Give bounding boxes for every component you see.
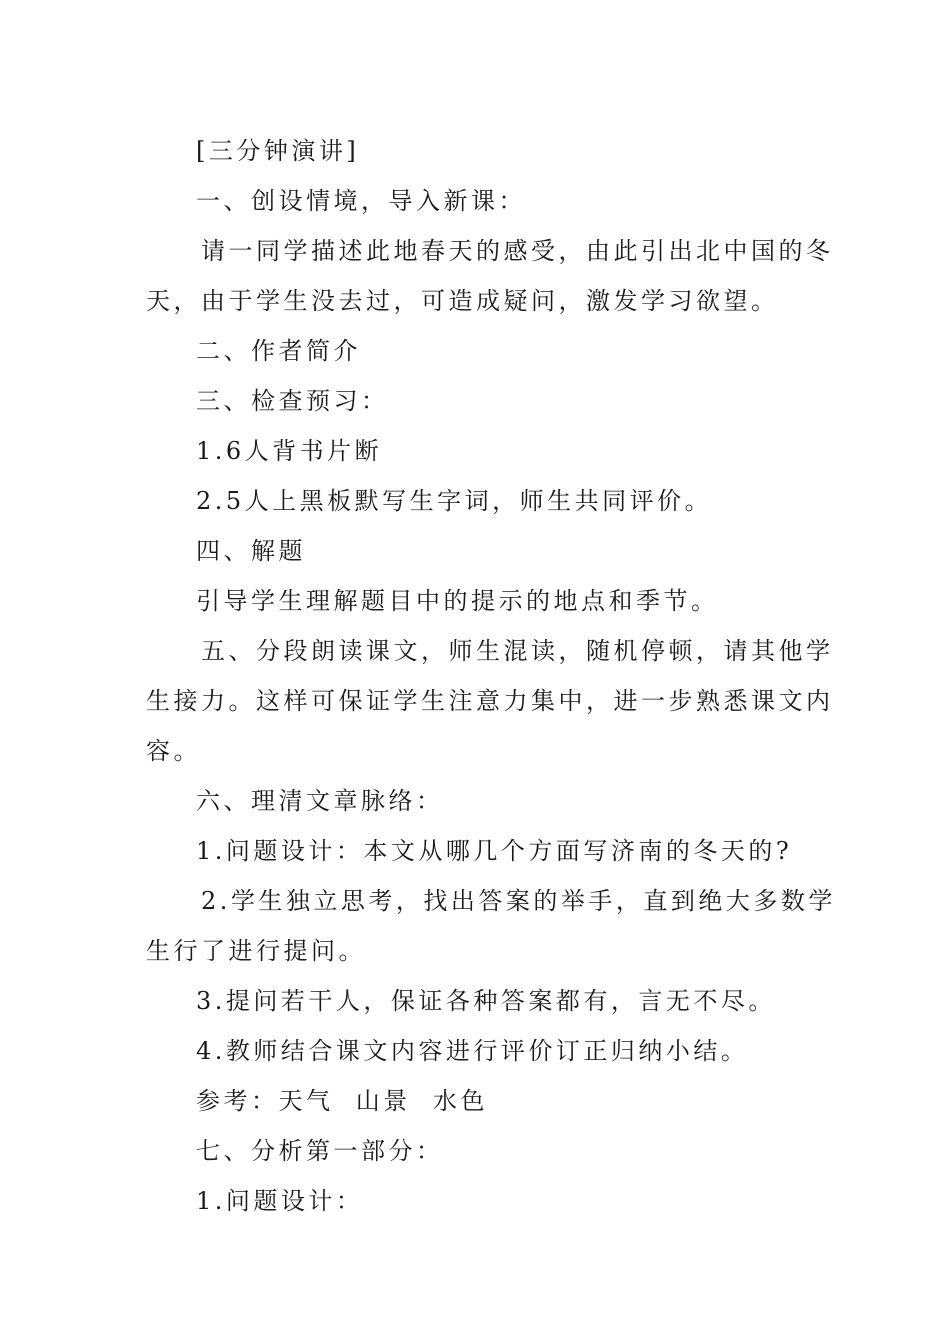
list-item: 1.问题设计：本文从哪几个方面写济南的冬天的? xyxy=(196,837,793,865)
paragraph-line: 生行了进行提问。 xyxy=(146,937,366,965)
section-heading-analysis: 七、分析第一部分： xyxy=(196,1137,444,1165)
list-item: 2.学生独立思考，找出答案的举手，直到绝大多数学 xyxy=(201,887,836,915)
paragraph-line: 容。 xyxy=(146,737,201,765)
reference-line: 参考：天气 山景 水色 xyxy=(196,1087,489,1115)
paragraph-line: 引导学生理解题目中的提示的地点和季节。 xyxy=(196,587,719,615)
section-heading-preview: 三、检查预习： xyxy=(196,387,389,415)
paragraph-line: 请一同学描述此地春天的感受，由此引出北中国的冬 xyxy=(201,237,834,265)
list-item: 1.问题设计： xyxy=(196,1187,364,1215)
paragraph-line: 生接力。这样可保证学生注意力集中，进一步熟悉课文内 xyxy=(146,687,834,715)
list-item: 3.提问若干人，保证各种答案都有，言无不尽。 xyxy=(196,987,776,1015)
paragraph-line: 天，由于学生没去过，可造成疑问，激发学习欲望。 xyxy=(146,287,779,315)
list-item: 2.5人上黑板默写生字词，师生共同评价。 xyxy=(196,487,713,515)
list-item: 4.教师结合课文内容进行评价订正归纳小结。 xyxy=(196,1037,749,1065)
section-heading-reading: 五、分段朗读课文，师生混读，随机停顿，请其他学 xyxy=(201,637,834,665)
section-heading-speech: [三分钟演讲] xyxy=(196,137,360,165)
section-heading-title: 四、解题 xyxy=(196,537,306,565)
section-heading-structure: 六、理清文章脉络： xyxy=(196,787,444,815)
list-item: 1.6人背书片断 xyxy=(196,437,383,465)
section-heading-author: 二、作者简介 xyxy=(196,337,361,365)
section-heading-intro: 一、创设情境，导入新课： xyxy=(196,187,526,215)
